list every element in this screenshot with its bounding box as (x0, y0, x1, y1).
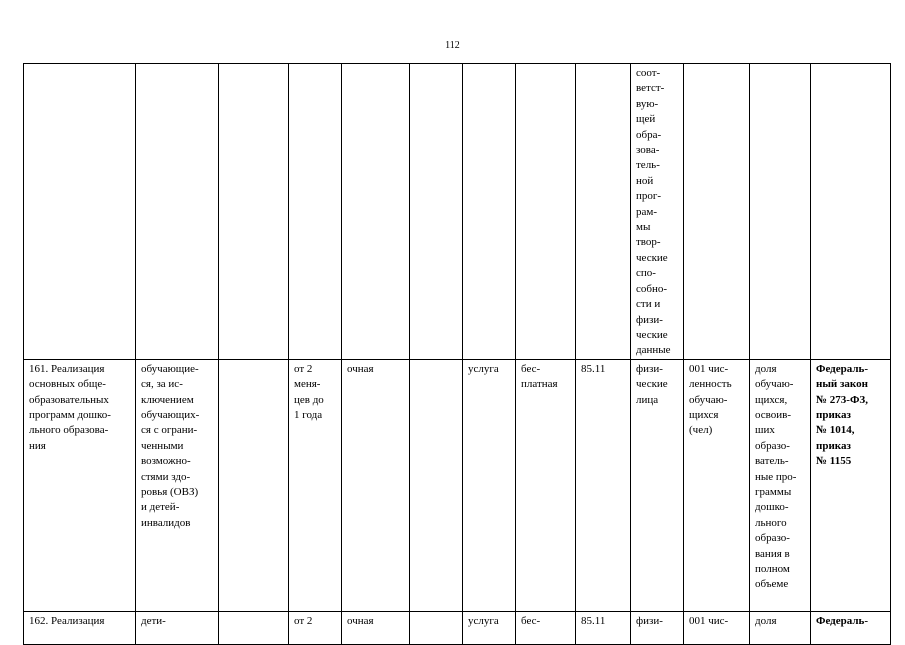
cell-quality-indicator (750, 64, 811, 360)
cell-consumers: физи- ческие лица (631, 359, 684, 611)
cell-age (289, 64, 342, 360)
cell-quality-indicator: доля (750, 611, 811, 644)
cell-form: очная (342, 359, 410, 611)
cell-legal-basis: Федераль- ный закон № 273-ФЗ, приказ № 1014, приказ № 1155 (811, 359, 891, 611)
cell-type (463, 64, 516, 360)
cell-service-name: 162. Реализация (24, 611, 136, 644)
cell-code (576, 64, 631, 360)
cell-blank (410, 359, 463, 611)
cell-legal-basis: Федераль- (811, 611, 891, 644)
cell-type: услуга (463, 359, 516, 611)
cell-form: очная (342, 611, 410, 644)
table-row (24, 64, 891, 360)
table-row (24, 359, 891, 611)
cell-service-name: 161. Реализация основных обще- образовательных программ дошко- льного образова- ния (24, 359, 136, 611)
cell-consumers: физи- (631, 611, 684, 644)
cell-payment (516, 64, 576, 360)
cell-category: дети- (136, 611, 219, 644)
cell-type: услуга (463, 611, 516, 644)
cell-volume-indicator (684, 64, 750, 360)
cell-service-name (24, 64, 136, 360)
cell-blank (410, 611, 463, 644)
cell-volume-indicator: 001 чис- ленность обучаю- щихся (чел) (684, 359, 750, 611)
cell-blank (219, 64, 289, 360)
cell-code: 85.11 (576, 359, 631, 611)
services-table (23, 63, 891, 645)
cell-legal-basis (811, 64, 891, 360)
cell-consumers: соот- ветст- вую- щей обра- зова- тель- ной прог- рам- мы твор- ческие спо- собно- сти и физи- ческие данные (631, 64, 684, 360)
cell-age: от 2 (289, 611, 342, 644)
cell-age: от 2 меня- цев до 1 года (289, 359, 342, 611)
cell-blank (410, 64, 463, 360)
cell-category: обучающие- ся, за ис- ключением обучающих- ся с ограни- ченными возможно- стями здо- ровья (ОВЗ) и детей- инвалидов (136, 359, 219, 611)
cell-payment: бес- (516, 611, 576, 644)
cell-quality-indicator: доля обучаю- щихся, освоив- ших образо- ватель- ные про- граммы дошко- льного образо- вания в полном объеме (750, 359, 811, 611)
cell-blank (219, 611, 289, 644)
cell-category (136, 64, 219, 360)
cell-code: 85.11 (576, 611, 631, 644)
cell-form (342, 64, 410, 360)
cell-blank (219, 359, 289, 611)
cell-volume-indicator: 001 чис- (684, 611, 750, 644)
page-number: 112 (445, 40, 460, 51)
cell-payment: бес- платная (516, 359, 576, 611)
table-row (24, 611, 891, 644)
